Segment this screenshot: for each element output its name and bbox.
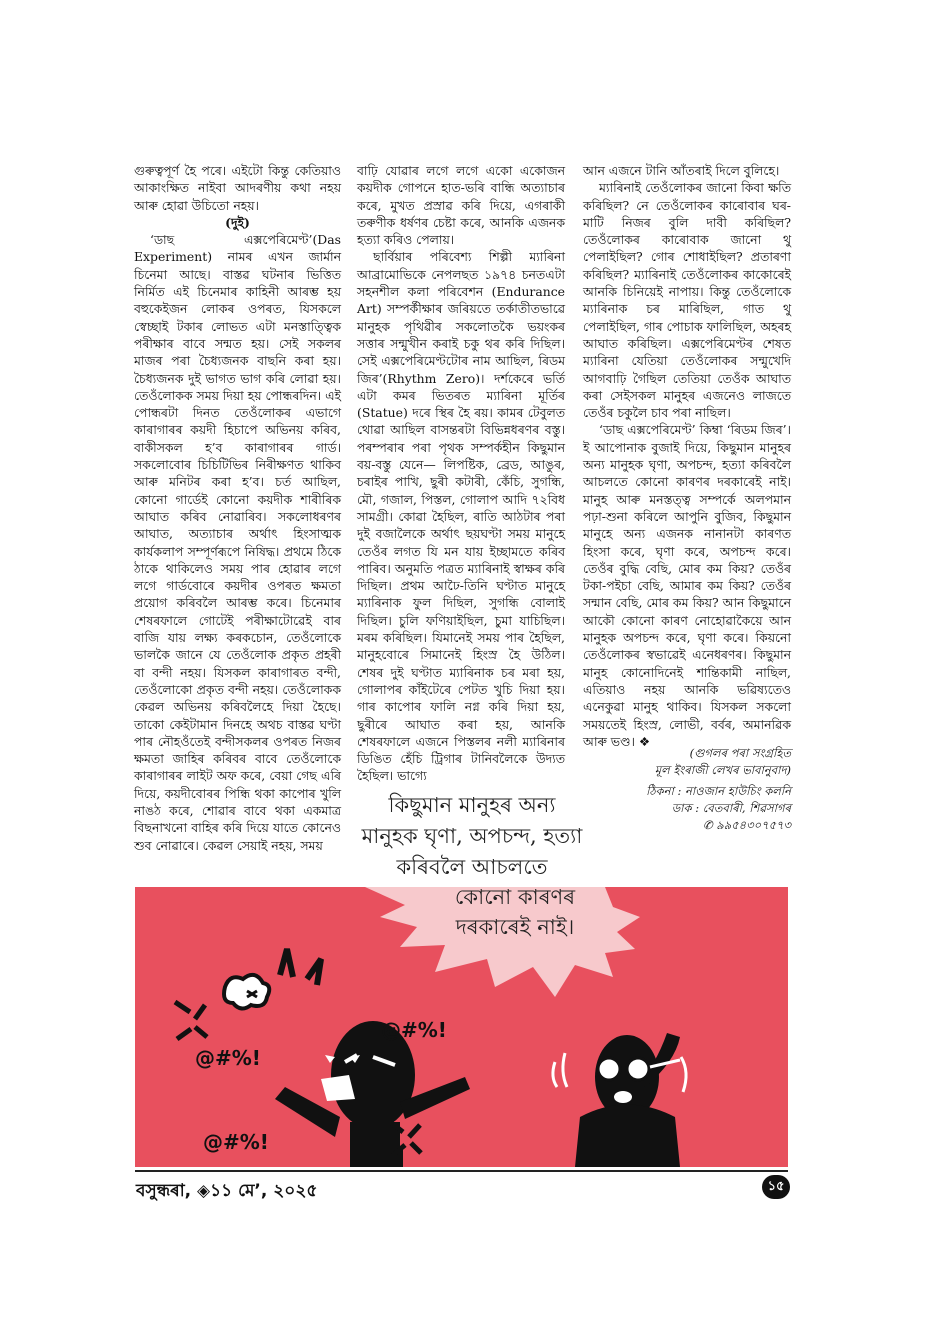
author-credits — [583, 745, 791, 834]
paragraph: বাঢ়ি যোৱাৰ লগে লগে একো একোজন কয়দীক গোপনে হাত-ভৰি বান্ধি অত্যাচাৰ কৰে, মুখত প্ৰস্ৰাৱ কৰি দিয়ে, এগৰাকী তৰুণীক ধৰ্ষণৰ চেষ্টা কৰে, আনকি এজনক হত্যা কৰিও পেলায়। — [357, 163, 565, 248]
phone-number: ✆ ৯৯৫৪৩০৭৫৭৩ — [703, 818, 791, 832]
paragraph: ছাৰ্বিয়াৰ পৰিবেশ্য শিল্পী ম্যাৰিনা আব্ৰামোভিকে নেপলছত ১৯৭৪ চনতএটা সহনশীল কলা পৰিবেশন (Endurance Art) সম্পৰ্কীক্ষাৰ জৰিয়তে তৰ্কাতীতভাৱে মানুহক পৃথিৱীৰ সকলোতকৈ ভয়ংকৰ সত্তাৰ সন্মুখীন কৰাই চকু থৰ কৰি দিছিল। সেই এক্সপেৰিমেণ্টটোৰ নাম আছিল, ৰিডম জিৰ’(Rhythm Zero)। দৰ্শকেৰে ভৰ্তি এটা কমৰ ভিতৰত ম্যাৰিনা মূৰ্তিৰ (Statue) দৰে স্থিৰ হৈ ৰয়। কামৰ টেবুলত থোৱা আছিল বাসন্তৰটা বিভিন্নধৰণৰ বস্তু। পৰম্পৰাৰ পৰা পৃথক সম্পৰ্কহীন কিছুমান বয়-বস্তু যেনে— লিপষ্টিক, ব্ৰেড, আঙুৰ, চৰাইৰ পাখি, ছুৰী কটাৰী, কেঁচি, সুগন্ধি, মৌ, গজাল, পিস্তল, গোলাপ আদি ৭২বিধ সামগ্ৰী। কোৱা হৈছিল, ৰাতি আঠটাৰ পৰা দুই বজালৈকে অৰ্থাৎ ছয়ঘণ্টা সময় মানুহে তেওঁৰ লগত যি মন যায় ইচ্ছামতে কৰিব পাৰিব। অনুমতি পত্ৰত ম্যাৰিনাই স্বাক্ষৰ কৰি দিছিল। প্ৰথম আঢৈ-তিনি ঘণ্টাত মানুহে ম্যাৰিনাক ফুল দিছিল, সুগন্ধি বোলাই দিছিল। চুলি ফণিয়াইছিল, চুমা যাচিছিল। মৰম কৰিছিল। যিমানেই সময় পাৰ হৈছিল, মানুহবোৰে সিমানেই হিংস্ৰ হৈ উঠিল। শেষৰ দুই ঘণ্টাত ম্যাৰিনাক চৰ মৰা হয়, গোলাপৰ কাঁইটেৰে পেটত খুচি দিয়া হয়। গাৰ কাপোৰ ফালি নগ্ন কৰি দিয়া হয়, ছুৰীৰে আঘাত কৰা হয়, আনকি শেষৰফালে এজনে পিস্তলৰ নলী ম্যাৰিনাৰ ডিঙিত হেঁচি ট্ৰিগাৰ টানিবলৈকে উদ্যত হৈছিল। ভাগ্যে — [357, 249, 565, 784]
paragraph: গুৰুত্বপূৰ্ণ হৈ পৰে। এইটো কিন্তু কেতিয়াও আকাংক্ষিত নাইবা আদৰণীয় কথা নহয় আৰু হোৱা উচিতো নহয়। — [134, 163, 341, 213]
article-column-1 — [134, 162, 341, 854]
grawlix-text: @#%! — [195, 1046, 261, 1070]
grawlix-text: @#%! — [203, 1130, 269, 1154]
credit-translation: মূল ইংৰাজী লেখৰ ভাবানুবাদ) — [654, 763, 791, 777]
paragraph: আন এজনে টানি আঁতৰাই দিলে বুলিহে। — [583, 163, 780, 178]
credit-source: (গুগলৰ পৰা সংগ্ৰহিত — [689, 746, 791, 760]
magazine-footer-title: বসুন্ধৰা, ◈১১ মে’, ২০২৫ — [136, 1181, 318, 1201]
glasses-right-icon — [627, 1058, 649, 1080]
article-column-2 — [357, 162, 565, 785]
address-line-1: ঠিকনা : নাওজান হাউচিং কলনি — [646, 784, 791, 798]
glasses-left-icon — [598, 1058, 620, 1080]
pull-quote-continued: কোনো কাৰণৰ দৰকাৰেই নাই। — [454, 885, 576, 939]
paragraph: ‘ডাছ এক্সপেৰিমেণ্ট’ কিম্বা ‘ৰিডম জিৰ’। ই আপোনাক বুজাই দিয়ে, কিছুমান মানুহৰ অন্য মানুহক ঘৃণা, অপচন্দ, হত্যা কৰিবলৈ আচলতে কোনো কাৰণৰ দৰকাৰেই নাই। মানুহ আৰু মনস্তত্ত্ব সম্পৰ্কে অলপমান পঢ়া-শুনা কৰিলে আপুনি বুজিব, কিছুমান মানুহে অন্য এজনক নানানটা কাৰণত হিংসা কৰে, ঘৃণা কৰে, অপচন্দ কৰে। তেওঁৰ বুদ্ধি বেছি, মোৰ কম কিয়? তেওঁৰ টকা-পইচা বেছি, আমাৰ কম কিয়? তেওঁৰ সন্মান বেছি, মোৰ কম কিয়? আন কিছুমানে আকৌ কোনো কাৰণ নোহোৱাকৈয়ে আন মানুহক অপচন্দ কৰে, ঘৃণা কৰে। কিয়নো তেওঁলোকৰ স্বভাৱেই এনেধৰণৰ। কিছুমান মানুহ কোনোদিনেই শান্তিকামী নাছিল, এতিয়াও নহয় আনকি ভৱিষ্যতেও এনেকুৱা মানুহ থাকিব। যিসকল সকলো সময়তেই হিংস্ৰ, লোভী, বৰ্বৰ, অমানৱিক আৰু ভণ্ড। ❖ — [583, 422, 791, 749]
section-label: (দুই) — [225, 214, 250, 230]
pull-quote: কিছুমান মানুহৰ অন্য মানুহক ঘৃণা, অপচন্দ, হত্যা কৰিবলৈ আচলতে — [361, 793, 583, 879]
scared-mouth — [614, 1091, 632, 1103]
paragraph: ‘ডাছ এক্সপেৰিমেণ্ট’(Das Experiment) নামৰ এখন জাৰ্মান চিনেমা আছে। বাস্তৱ ঘটনাৰ ভিত্তিত নিৰ্মিত এই চিনেমাৰ কাহিনী আৰম্ভ হয় বহুকেইজন লোকৰ ওপৰত, যিসকলে স্বেচ্ছাই টকাৰ লোভত এটা মনস্তাত্ত্বিক পৰীক্ষাৰ বাবে সন্মত হয়। সেই সকলৰ মাজৰ পৰা চৈধ্যজনক বাছনি কৰা হয়। চৈধ্যজনক দুই ভাগত ভাগ কৰি লোৱা হয়। তেওঁলোকক সময় দিয়া হয় পোন্ধৰদিন। এই পোন্ধৰটা দিনত তেওঁলোকৰ এভাগে কাৰাগাৰৰ কয়দী হিচাপে অভিনয় কৰিব, বাকীসকল হ’ব কাৰাগাৰৰ গাৰ্ড। সকলোবোৰ চিচিটিভিৰ নিৰীক্ষণত থাকিব আৰু মনিটৰ কৰা হ’ব। চৰ্ত আছিল, কোনো গাৰ্ডেই কোনো কয়দীক শাৰীৰিক আঘাত কৰিব নোৱাৰিব। সকলোধৰণৰ আঘাত, অত্যাচাৰ অৰ্থাৎ হিংসাত্মক কাৰ্যকলাপ সম্পূৰ্ণৰূপে নিষিদ্ধ। প্ৰথমে ঠিকে ঠাকে থাকিলেও সময় পাৰ হোৱাৰ লগে লগে গাৰ্ডবোৰে কয়দীৰ ওপৰত ক্ষমতা প্ৰয়োগ কৰিবলৈ আৰম্ভ কৰে। চিনেমাৰ শেষৰফালে গোটেই পৰীক্ষাটোৱেই বাৰ বাজি যায় লক্ষ্য কৰকচোন, তেওঁলোকে ভালকৈ জানে যে তেওঁলোক প্ৰকৃত প্ৰহৰী বা বন্দী নহয়। যিসকল কাৰাগাৰত বন্দী, তেওঁলোকো প্ৰকৃত বন্দী নহয়। তেওঁলোকক কেৱল অভিনয় কৰিবলৈহে দিয়া হৈছে। তাকো কেইটামান দিনহে অথচ বাস্তৱ ঘণ্টা পাৰ নৌহওঁতেই বন্দীসকলৰ ওপৰত নিজৰ ক্ষমতা জাহিৰ কৰিবৰ বাবে তেওঁলোকে কাৰাগাৰৰ লাইট অফ কৰে, বেয়া গেছ এৰি দিয়ে, কয়দীবোৰৰ পিন্ধি থকা কাপোৰ খুলি নাঙঠ কৰে, শোৱাৰ বাবে থকা একমাত্ৰ বিছনাখনো বাহিৰ কৰি দিয়ে যাতে কোনেও শুব নোৱাৰে। কেৱল সেয়াই নহয়, সময় — [134, 232, 341, 853]
paragraph: ম্যাৰিনাই তেওঁলোকৰ জানো কিবা ক্ষতি কৰিছিল? নে তেওঁলোকৰ কাৰোবাৰ ঘৰ-মাটি নিজৰ বুলি দাবী কৰিছিল? তেওঁলোকৰ কাৰোবাক জানো থু পেলাইছিল? গোৰ শোধাইছিল? প্ৰতাৰণা কৰিছিল? ম্যাৰিনাই তেওঁলোকৰ কাকোৰেই আনকি চিনিয়েই নাপায়। কিন্তু তেওঁলোকে ম্যাৰিনাক চৰ মাৰিছিল, গাত থু পেলাইছিল, গাৰ পোচাক ফালিছিল, অহৰহ আঘাত কৰিছিল। এক্সপেৰিমেণ্টৰ শেষত ম্যাৰিনা যেতিয়া তেওঁলোকৰ সন্মুখেদি আগবাঢ়ি গৈছিল তেতিয়া তেওঁক আঘাত কৰা সেইসকল মানুহৰ এজনেও লাজতে তেওঁৰ চকুলৈ চাব পৰা নাছিল। — [583, 180, 791, 421]
article-column-3 — [583, 162, 791, 750]
address-line-2: ডাক : বেতবাৰী, শিৱসাগৰ — [671, 801, 791, 815]
grawlix-text: @#%! — [381, 1018, 447, 1042]
page-number-badge: ১৫ — [762, 1175, 790, 1199]
shouting-mouth — [321, 1075, 355, 1101]
footer-divider — [135, 1170, 788, 1172]
